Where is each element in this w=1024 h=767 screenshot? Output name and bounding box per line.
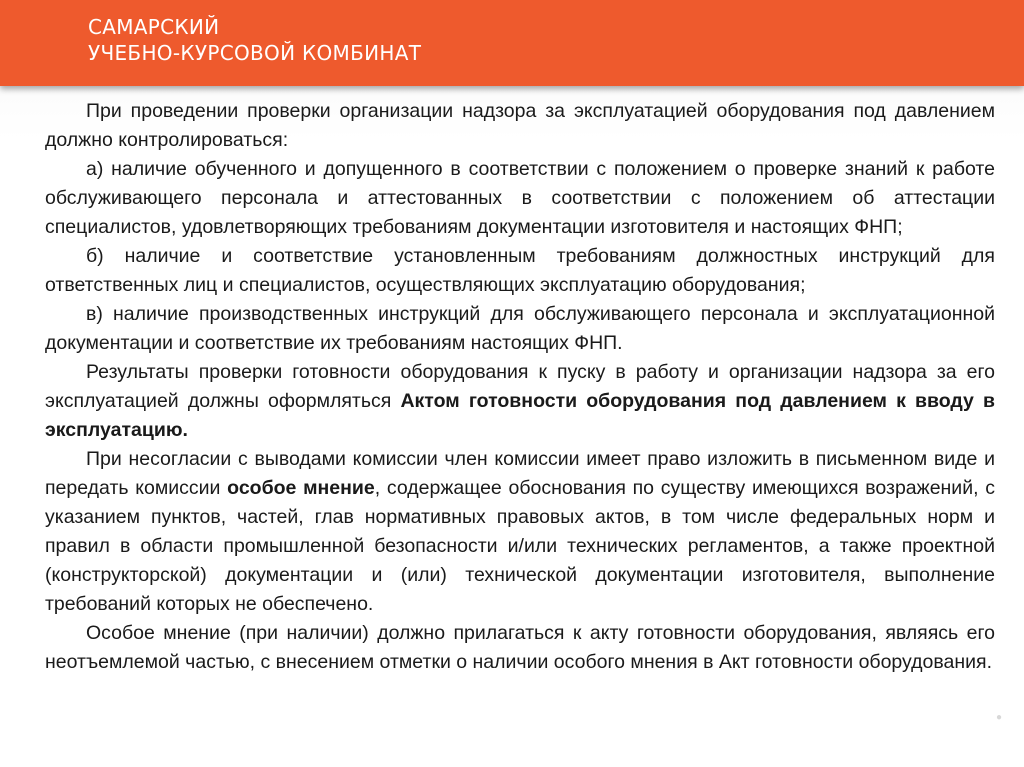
brand-logo-text bbox=[88, 14, 421, 66]
paragraph-intro: При проведении проверки организации надзора за эксплуатацией оборудования под давлением должно контролироваться: bbox=[45, 100, 995, 151]
brand-line-2: УЧЕБНО-КУРСОВОЙ КОМБИНАТ bbox=[88, 41, 422, 65]
act-readiness-bold: Актом готовности оборудования под давлением к вводу в эксплуатацию. bbox=[45, 390, 995, 441]
paragraph-results-text: Результаты проверки готовности оборудования к пуску в работу и организации надзора за его эксплуатацией должны оформляться bbox=[45, 361, 995, 412]
paragraph-disagreement-text: При несогласии с выводами комиссии член комиссии имеет право изложить в письменном виде и передать комиссии bbox=[45, 448, 995, 499]
paragraph-item-b: б) наличие и соответствие установленным требованиям должностных инструкций для ответственных лиц и специалистов, осуществляющих эксплуатацию оборудования; bbox=[45, 245, 995, 296]
special-opinion-bold: особое мнение bbox=[227, 477, 375, 499]
body-text bbox=[45, 97, 995, 677]
paragraph-special-opinion: Особое мнение (при наличии) должно прилагаться к акту готовности оборудования, являясь его неотъемлемой частью, с внесением отметки о наличии особого мнения в Акт готовности оборудования. bbox=[45, 622, 995, 673]
paragraph-item-v: в) наличие производственных инструкций для обслуживающего персонала и эксплуатационной документации и соответствие их требованиям настоящих ФНП. bbox=[45, 303, 995, 354]
header-bar bbox=[0, 0, 1024, 86]
corner-dot-decoration: ● bbox=[995, 712, 1002, 723]
paragraph-disagreement-tail: , содержащее обоснования по существу имеющихся возражений, с указанием пунктов, частей, глав нормативных правовых актов, в том числе федеральных норм и правил в области промышленной безопасности и/или технических регламентов, а также проектной (конструкторской) документации и (или) технической документации изготовителя, выполнение требований которых не обеспечено. bbox=[45, 477, 995, 615]
paragraph-disagreement bbox=[45, 445, 995, 619]
paragraph-results bbox=[45, 358, 995, 445]
paragraph-item-a: а) наличие обученного и допущенного в соответствии с положением о проверке знаний к работе обслуживающего персонала и аттестованных в соответствии с положением об аттестации специалистов, удовлетворяющих требованиям документации изготовителя и настоящих ФНП; bbox=[45, 158, 995, 238]
brand-line-1: САМАРСКИЙ bbox=[88, 15, 220, 39]
